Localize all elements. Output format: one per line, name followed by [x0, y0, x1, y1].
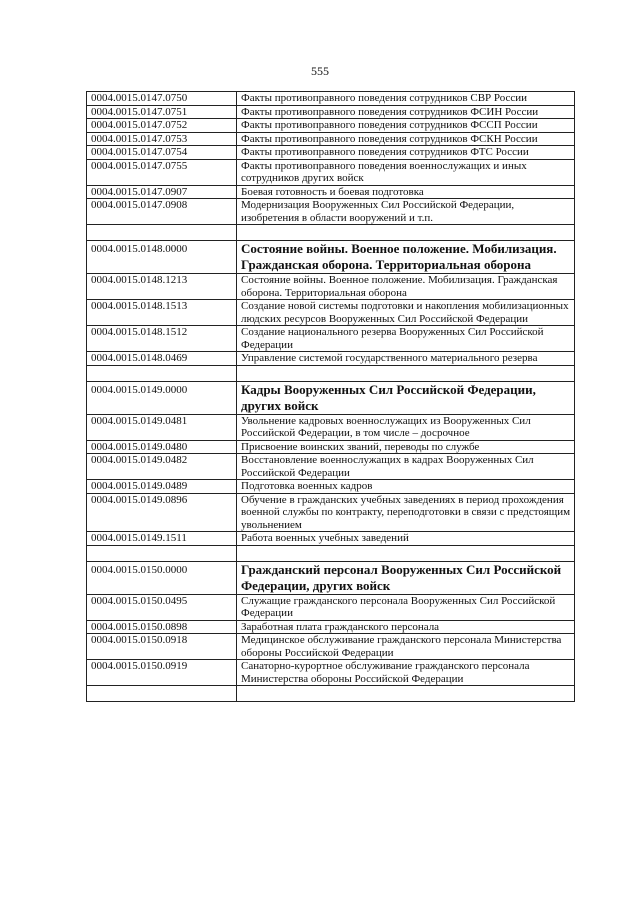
- description-cell: Работа военных учебных заведений: [237, 532, 575, 546]
- description-cell: Боевая готовность и боевая подготовка: [237, 185, 575, 199]
- code-cell: 0004.0015.0147.0907: [87, 185, 237, 199]
- table-row: [87, 185, 575, 199]
- table-row: [87, 532, 575, 546]
- code-cell: 0004.0015.0149.0481: [87, 414, 237, 440]
- code-cell: 0004.0015.0147.0754: [87, 146, 237, 160]
- description-cell: Факты противоправного поведения сотрудников ФТС России: [237, 146, 575, 160]
- description-cell: Увольнение кадровых военнослужащих из Вооруженных Сил Российской Федерации, в том числе – досрочное: [237, 414, 575, 440]
- table-row: [87, 440, 575, 454]
- section-title-cell: Кадры Вооруженных Сил Российской Федерации, других войск: [237, 381, 575, 414]
- code-cell: 0004.0015.0147.0908: [87, 199, 237, 225]
- code-cell: 0004.0015.0149.0000: [87, 381, 237, 414]
- classifier-table-body: [87, 92, 575, 702]
- spacer-row: [87, 686, 575, 702]
- description-cell: Факты противоправного поведения сотрудников ФСКН России: [237, 132, 575, 146]
- description-cell: Факты противоправного поведения военнослужащих и иных сотрудников других войск: [237, 159, 575, 185]
- description-cell: Служащие гражданского персонала Вооруженных Сил Российской Федерации: [237, 594, 575, 620]
- table-row: [87, 454, 575, 480]
- section-heading-row: [87, 241, 575, 274]
- table-row: [87, 92, 575, 106]
- code-cell: 0004.0015.0150.0919: [87, 660, 237, 686]
- code-cell: 0004.0015.0149.1511: [87, 532, 237, 546]
- code-cell: 0004.0015.0148.0000: [87, 241, 237, 274]
- description-cell: [237, 686, 575, 702]
- section-title-cell: Состояние войны. Военное положение. Мобилизация. Гражданская оборона. Территориальная оборона: [237, 241, 575, 274]
- description-cell: Подготовка военных кадров: [237, 480, 575, 494]
- table-row: [87, 620, 575, 634]
- code-cell: 0004.0015.0149.0896: [87, 493, 237, 532]
- description-cell: Создание новой системы подготовки и накопления мобилизационных людских ресурсов Вооруженных Сил Российской Федерации: [237, 300, 575, 326]
- code-cell: 0004.0015.0147.0752: [87, 119, 237, 133]
- table-row: [87, 480, 575, 494]
- table-row: [87, 105, 575, 119]
- description-cell: Управление системой государственного материального резерва: [237, 352, 575, 366]
- code-cell: 0004.0015.0147.0753: [87, 132, 237, 146]
- code-cell: 0004.0015.0147.0751: [87, 105, 237, 119]
- description-cell: [237, 225, 575, 241]
- table-row: [87, 660, 575, 686]
- section-heading-row: [87, 381, 575, 414]
- code-cell: 0004.0015.0150.0898: [87, 620, 237, 634]
- page-number: 555: [311, 64, 329, 78]
- table-row: [87, 119, 575, 133]
- description-cell: Факты противоправного поведения сотрудников ФСИН России: [237, 105, 575, 119]
- code-cell: [87, 365, 237, 381]
- description-cell: Обучение в гражданских учебных заведениях в период прохождения военной службы по контракту, переподготовки в связи с предстоящим увольнением: [237, 493, 575, 532]
- spacer-row: [87, 225, 575, 241]
- table-row: [87, 493, 575, 532]
- description-cell: Присвоение воинских званий, переводы по службе: [237, 440, 575, 454]
- description-cell: Восстановление военнослужащих в кадрах Вооруженных Сил Российской Федерации: [237, 454, 575, 480]
- code-cell: 0004.0015.0147.0750: [87, 92, 237, 106]
- table-row: [87, 132, 575, 146]
- table-row: [87, 326, 575, 352]
- table-row: [87, 146, 575, 160]
- description-cell: Факты противоправного поведения сотрудников СВР России: [237, 92, 575, 106]
- description-cell: Факты противоправного поведения сотрудников ФССП России: [237, 119, 575, 133]
- code-cell: 0004.0015.0150.0000: [87, 561, 237, 594]
- table-row: [87, 634, 575, 660]
- description-cell: [237, 365, 575, 381]
- spacer-row: [87, 545, 575, 561]
- section-title-cell: Гражданский персонал Вооруженных Сил Российской Федерации, других войск: [237, 561, 575, 594]
- table-row: [87, 199, 575, 225]
- description-cell: Заработная плата гражданского персонала: [237, 620, 575, 634]
- code-cell: 0004.0015.0150.0918: [87, 634, 237, 660]
- code-cell: 0004.0015.0148.1512: [87, 326, 237, 352]
- table-row: [87, 594, 575, 620]
- spacer-row: [87, 365, 575, 381]
- code-cell: 0004.0015.0150.0495: [87, 594, 237, 620]
- code-cell: [87, 545, 237, 561]
- table-row: [87, 159, 575, 185]
- description-cell: Состояние войны. Военное положение. Мобилизация. Гражданская оборона. Территориальная оборона: [237, 274, 575, 300]
- table-row: [87, 414, 575, 440]
- code-cell: 0004.0015.0148.1213: [87, 274, 237, 300]
- section-heading-row: [87, 561, 575, 594]
- code-cell: 0004.0015.0149.0480: [87, 440, 237, 454]
- description-cell: Модернизация Вооруженных Сил Российской Федерации, изобретения в области вооружений и т.п.: [237, 199, 575, 225]
- table-row: [87, 274, 575, 300]
- code-cell: 0004.0015.0148.1513: [87, 300, 237, 326]
- code-cell: 0004.0015.0148.0469: [87, 352, 237, 366]
- code-cell: 0004.0015.0147.0755: [87, 159, 237, 185]
- code-cell: [87, 225, 237, 241]
- description-cell: Медицинское обслуживание гражданского персонала Министерства обороны Российской Федерации: [237, 634, 575, 660]
- description-cell: [237, 545, 575, 561]
- table-row: [87, 352, 575, 366]
- table-row: [87, 300, 575, 326]
- description-cell: Создание национального резерва Вооруженных Сил Российской Федерации: [237, 326, 575, 352]
- description-cell: Санаторно-курортное обслуживание гражданского персонала Министерства обороны Российской Федерации: [237, 660, 575, 686]
- classifier-table: [86, 91, 575, 702]
- code-cell: 0004.0015.0149.0482: [87, 454, 237, 480]
- code-cell: [87, 686, 237, 702]
- code-cell: 0004.0015.0149.0489: [87, 480, 237, 494]
